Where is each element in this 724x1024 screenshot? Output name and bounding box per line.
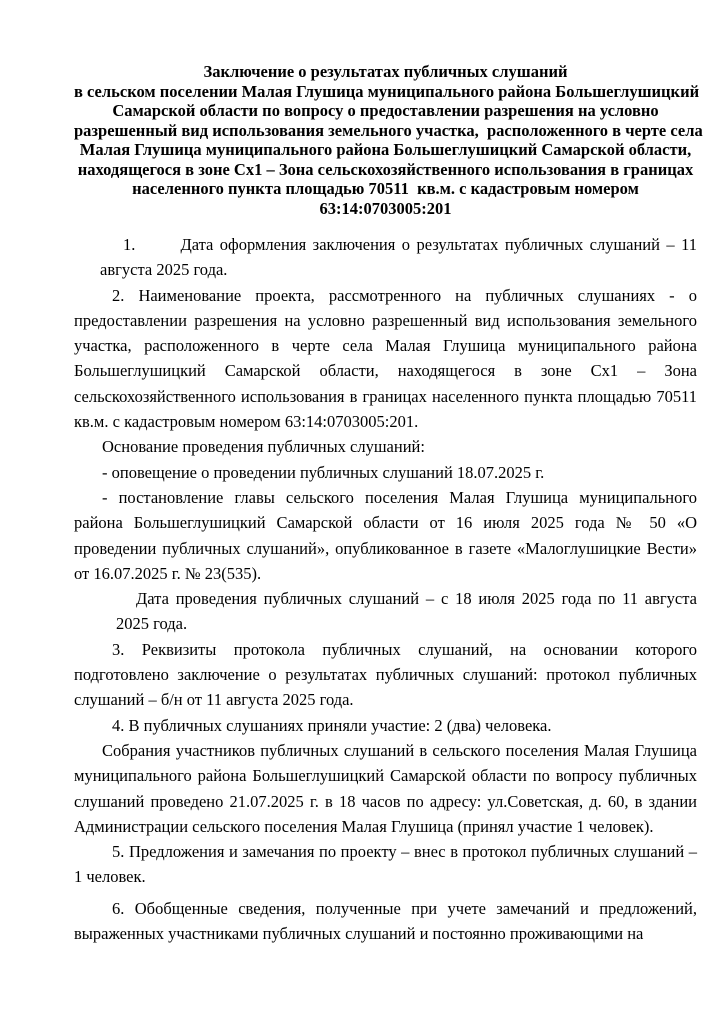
- title-line: Самарской области по вопросу о предоставлении разрешения на условно: [112, 101, 659, 120]
- document-title: [74, 62, 703, 218]
- document-body: [74, 232, 697, 946]
- title-line: в сельском поселении Малая Глушица муниципального района Большеглушицкий: [74, 81, 700, 101]
- paragraph: 3. Реквизиты протокола публичных слушаний, на основании которого подготовлено заключение о результатах публичных слушаний: протокол публичных слушаний – б/н от 11 августа 2025 года.: [74, 639, 697, 710]
- paragraph: 5. Предложения и замечания по проекту – внес в протокол публичных слушаний – 1 человек.: [74, 842, 697, 887]
- title-line: Малая Глушица муниципального района Большеглушицкий Самарской области,: [79, 140, 692, 159]
- paragraph: - постановление главы сельского поселения Малая Глушица муниципального района Большеглушицкий Самарской области от 16 июля 2025 года № 50 «О проведении публичных слушаний», опубликованное в газете «Малоглушицкие Вести» от 16.07.2025 г. № 23(535).: [74, 487, 697, 583]
- title-line: находящегося в зоне Сх1 – Зона сельскохозяйственного использования в границах: [77, 159, 694, 179]
- paragraph: 1. Дата оформления заключения о результатах публичных слушаний – 11 августа 2025 года.: [100, 235, 697, 280]
- title-line: Заключение о результатах публичных слушаний: [203, 62, 568, 81]
- paragraph: Дата проведения публичных слушаний – с 18 июля 2025 года по 11 августа 2025 года.: [116, 589, 697, 634]
- paragraph: Основание проведения публичных слушаний:: [102, 437, 425, 457]
- paragraph: - оповещение о проведении публичных слушаний 18.07.2025 г.: [102, 462, 545, 482]
- paragraph: 4. В публичных слушаниях приняли участие: 2 (два) человека.: [112, 715, 552, 735]
- paragraph: 2. Наименование проекта, рассмотренного на публичных слушаниях - о предоставлении разрешения на условно разрешенный вид использования земельного участка, расположенного в черте села Малая Глушица муниципального района Большеглушицкий Самарской области, находящегося в зоне Сх1 – Зона сельскохозяйственного использования в границах населенного пункта площадью 70511 кв.м. с кадастровым номером 63:14:0703005:201.: [74, 285, 697, 432]
- title-line: 63:14:0703005:201: [319, 198, 452, 218]
- title-line: разрешенный вид использования земельного участка, расположенного в черте села: [74, 120, 703, 140]
- paragraph: 6. Обобщенные сведения, полученные при учете замечаний и предложений, выраженных участниками публичных слушаний и постоянно проживающими на: [74, 898, 697, 944]
- paragraph: Собрания участников публичных слушаний в сельского поселения Малая Глушица муниципального района Большеглушицкий Самарской области по вопросу публичных слушаний проведено 21.07.2025 г. в 18 часов по адресу: ул.Советская, д. 60, в здании Администрации сельского поселения Малая Глушица (принял участие 1 человек).: [74, 740, 697, 836]
- title-line: населенного пункта площадью 70511 кв.м. с кадастровым номером: [132, 179, 639, 198]
